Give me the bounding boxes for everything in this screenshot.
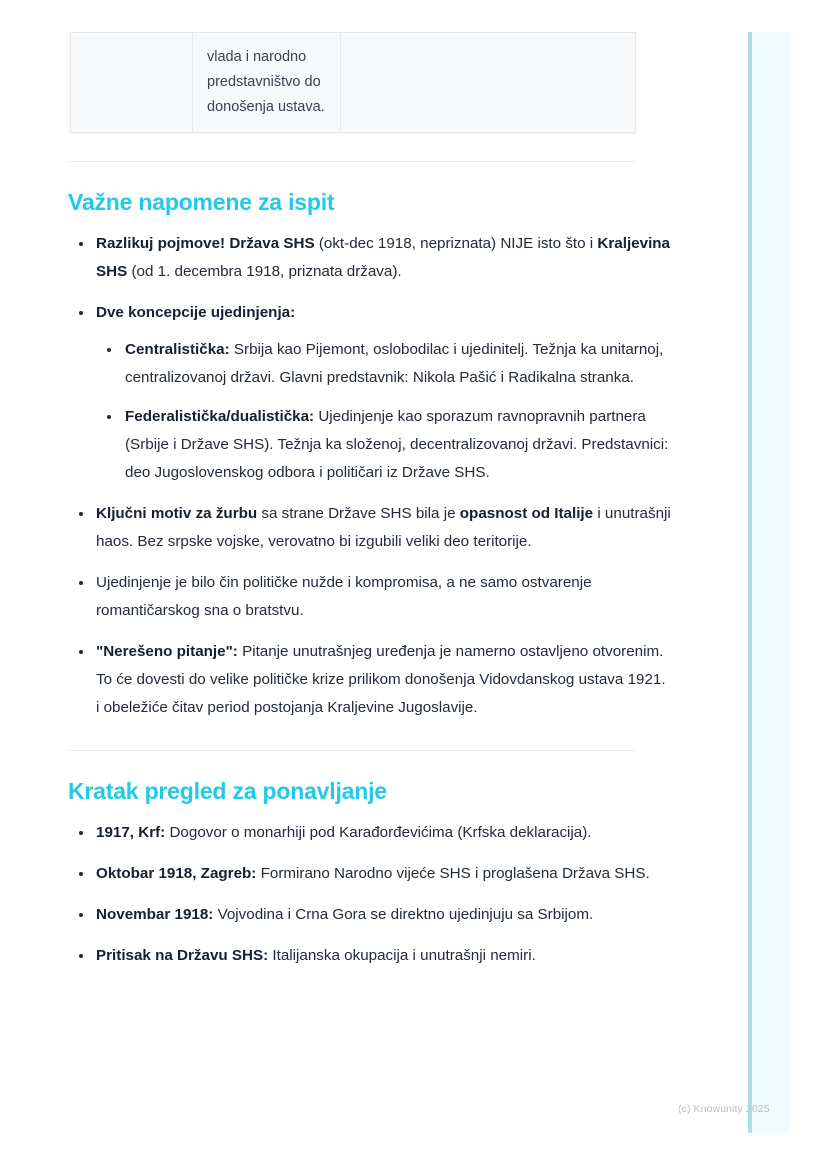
list-item [0,299,700,487]
table-body [71,33,636,133]
list-item [0,638,700,722]
sub-list-item [96,336,672,392]
sections-container [0,189,700,970]
body-text: Vojvodina i Crna Gora se direktno ujedinjuju sa Srbijom. [213,906,594,923]
body-text: Srbija kao Pijemont, oslobodilac i ujedinitelj. Težnja ka unitarnoj, centralizovanoj državi. Glavni predstavnik: Nikola Pašić i Radikalna stranka. [125,341,664,386]
section-heading: Kratak pregled za ponavljanje [68,778,387,804]
emphasis-text: Kraljevina SHS [96,235,671,280]
list-item [0,942,700,970]
body-text: (od 1. decembra 1918, priznata država). [127,263,402,280]
data-table [70,32,636,133]
list-item [0,819,700,847]
body-text: Dogovor o monarhiji pod Karađorđevićima (Krfska deklaracija). [165,824,592,841]
bullet-list [0,819,700,970]
section-heading: Važne napomene za ispit [68,189,335,215]
table-cell: vlada i narodno predstavništvo do donošenja ustava. [193,33,341,133]
table-cell [71,33,193,133]
body-text: Ujedinjenje je bilo čin političke nužde i kompromisa, a ne samo ostvarenje romantičarskog sna o bratstvu. [96,574,592,619]
emphasis-text: Novembar 1918: [96,906,214,923]
section-divider [68,750,635,751]
table-row [71,33,636,133]
section-divider-top [68,161,635,162]
list-item [0,860,700,888]
list-item [0,500,700,556]
sub-list-item [96,403,672,487]
emphasis-text: Centralistička: [125,341,230,358]
emphasis-text: Pritisak na Državu SHS: [96,947,269,964]
emphasis-text: Razlikuj pojmove! Država SHS [96,235,315,252]
list-item [0,230,700,286]
list-item [0,569,700,625]
list-item [0,901,700,929]
body-text: Pitanje unutrašnjeg uređenja je namerno ostavljeno otvorenim. To će dovesti do velike političke krize prilikom donošenja Vidovdanskog ustava 1921. i obeležiće čitav period postojanja Kraljevine Jugoslavije. [96,643,666,716]
table-cell [341,33,636,133]
emphasis-text: Dve koncepcije ujedinjenja: [96,304,296,321]
body-text: Formirano Narodno vijeće SHS i proglašena Država SHS. [256,865,650,882]
right-decorative-band [748,32,790,1133]
emphasis-text: Oktobar 1918, Zagreb: [96,865,257,882]
emphasis-text: "Nerešeno pitanje": [96,643,238,660]
body-text: Ujedinjenje kao sporazum ravnopravnih partnera (Srbije i Države SHS). Težnja ka složenoj, decentralizovanoj državi. Predstavnici: deo Jugoslovenskog odbora i političari iz Države SHS. [125,408,669,481]
body-text: Italijanska okupacija i unutrašnji nemiri. [268,947,536,964]
emphasis-text: Ključni motiv za žurbu [96,505,258,522]
body-text: (okt-dec 1918, nepriznata) NIJE isto što i [314,235,598,252]
right-band-accent-line [748,32,752,1133]
body-text: i unutrašnji haos. Bez srpske vojske, verovatno bi izgubili veliki deo teritorije. [96,505,671,550]
sub-bullet-list [96,336,672,487]
footer-watermark: (c) Knowunity 2025 [678,1103,770,1115]
bullet-list [0,230,700,722]
emphasis-text: Federalistička/dualistička: [125,408,315,425]
body-text: sa strane Države SHS bila je [257,505,460,522]
emphasis-text: 1917, Krf: [96,824,166,841]
emphasis-text: opasnost od Italije [459,505,594,522]
table-container [70,32,635,133]
